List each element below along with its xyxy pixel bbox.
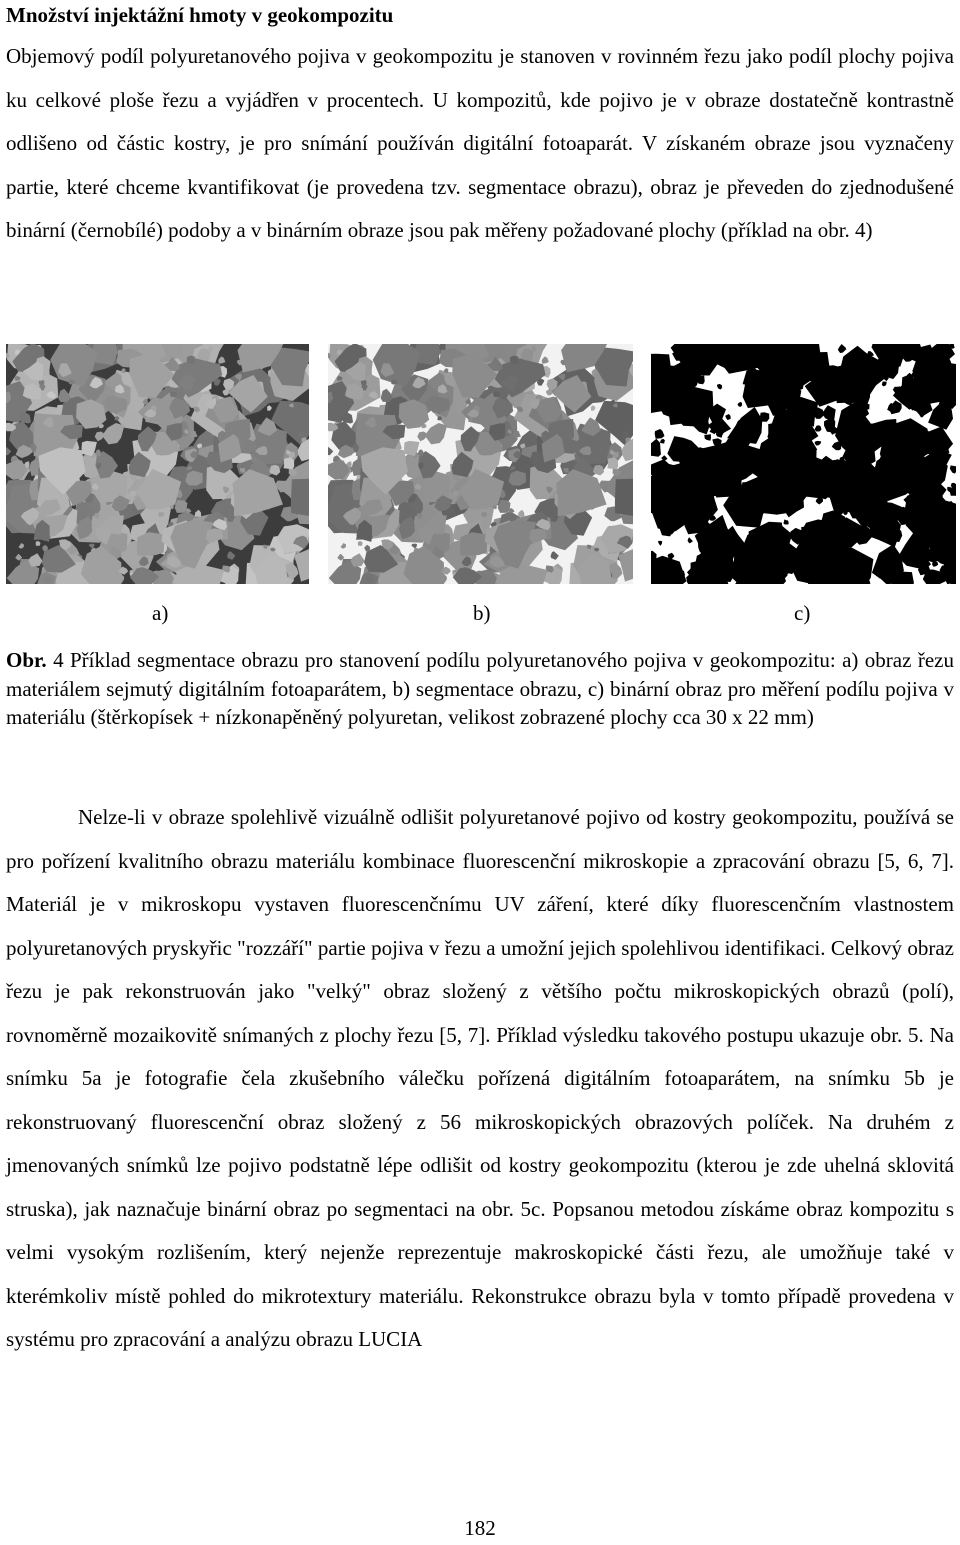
section-heading: Množství injektážní hmoty v geokompozitu [6, 3, 394, 27]
label-c: c) [794, 601, 811, 625]
paragraph-2: Nelze-li v obraze spolehlivě vizuálně odlišit polyuretanové pojivo od kostry geokompozitu, používá se pro pořízení kvalitního obrazu materiálu kombinace fluorescenční mikroskopie a zpracování obrazu [5, 6, 7]. Materiál je v mikroskopu vystaven fluorescenčnímu UV záření, které díky fluorescenčním vlastnostem polyuretanových pryskyřic "rozzáří" partie pojiva v řezu a umožní jejich spolehlivou identifikaci. Celkový obraz řezu je pak rekonstruován jako "velký" obraz složený z většího počtu mikroskopických obrazů (polí), rovnoměrně mozaikovitě snímaných z plochy řezu [5, 7]. Příklad výsledku takového postupu ukazuje obr. 5. Na snímku 5a je fotografie čela zkušebního válečku pořízená digitálním fotoaparátem, na snímku 5b je rekonstruovaný fluorescenční obraz složený z 56 mikroskopických obrazových políček. Na druhém z jmenovaných snímků lze pojivo podstatně lépe odlišit od kostry geokompozitu (kterou je zde uhelná sklovitá struska), jak naznačuje binární obraz po segmentaci na obr. 5c. Popsanou metodou získáme obraz kompozitu s velmi vysokým rozlišením, který nejenže reprezentuje makroskopické části řezu, ale umožňuje také v kterémkoliv místě pohled do mikrotextury materiálu. Rekonstrukce obrazu byla v tomto případě provedena v systému pro zpracování a analýzu obrazu LUCIA [6, 805, 954, 1351]
label-b: b) [473, 601, 491, 625]
photo-cross-section-image [6, 344, 309, 584]
figure-labels [0, 601, 960, 631]
figure-caption [6, 646, 954, 732]
binary-image [651, 344, 956, 584]
label-a: a) [152, 601, 169, 625]
segmentation-image [328, 344, 633, 584]
caption-prefix: Obr. [6, 648, 47, 672]
paragraph-1: Objemový podíl polyuretanového pojiva v geokompozitu je stanoven v rovinném řezu jako podíl plochy pojiva ku celkové ploše řezu a vyjádřen v procentech. U kompozitů, kde pojivo je v obraze dostatečně kontrastně odlišeno od částic kostry, je pro snímání používán digitální fotoaparát. V získaném obraze jsou vyznačeny partie, které chceme kvantifikovat (je provedena tzv. segmentace obrazu), obraz je převeden do zjednodušené binární (černobílé) podoby a v binárním obraze jsou pak měřeny požadované plochy (příklad na obr. 4) [6, 44, 954, 242]
figure-4c-binary [651, 344, 956, 584]
figure-4b-segmentation [328, 344, 633, 584]
page-number: 182 [464, 1516, 496, 1540]
figure-4 [0, 344, 960, 588]
figure-4a-photo [6, 344, 309, 584]
caption-text: 4 Příklad segmentace obrazu pro stanovení podílu polyuretanového pojiva v geokompozitu: a) obraz řezu materiálem sejmutý digitálním fotoaparátem, b) segmentace obrazu, c) binární obraz pro měření podílu pojiva v materiálu (štěrkopísek + nízkonapěněný polyuretan, velikost zobrazené plochy cca 30 x 22 mm) [6, 648, 954, 729]
